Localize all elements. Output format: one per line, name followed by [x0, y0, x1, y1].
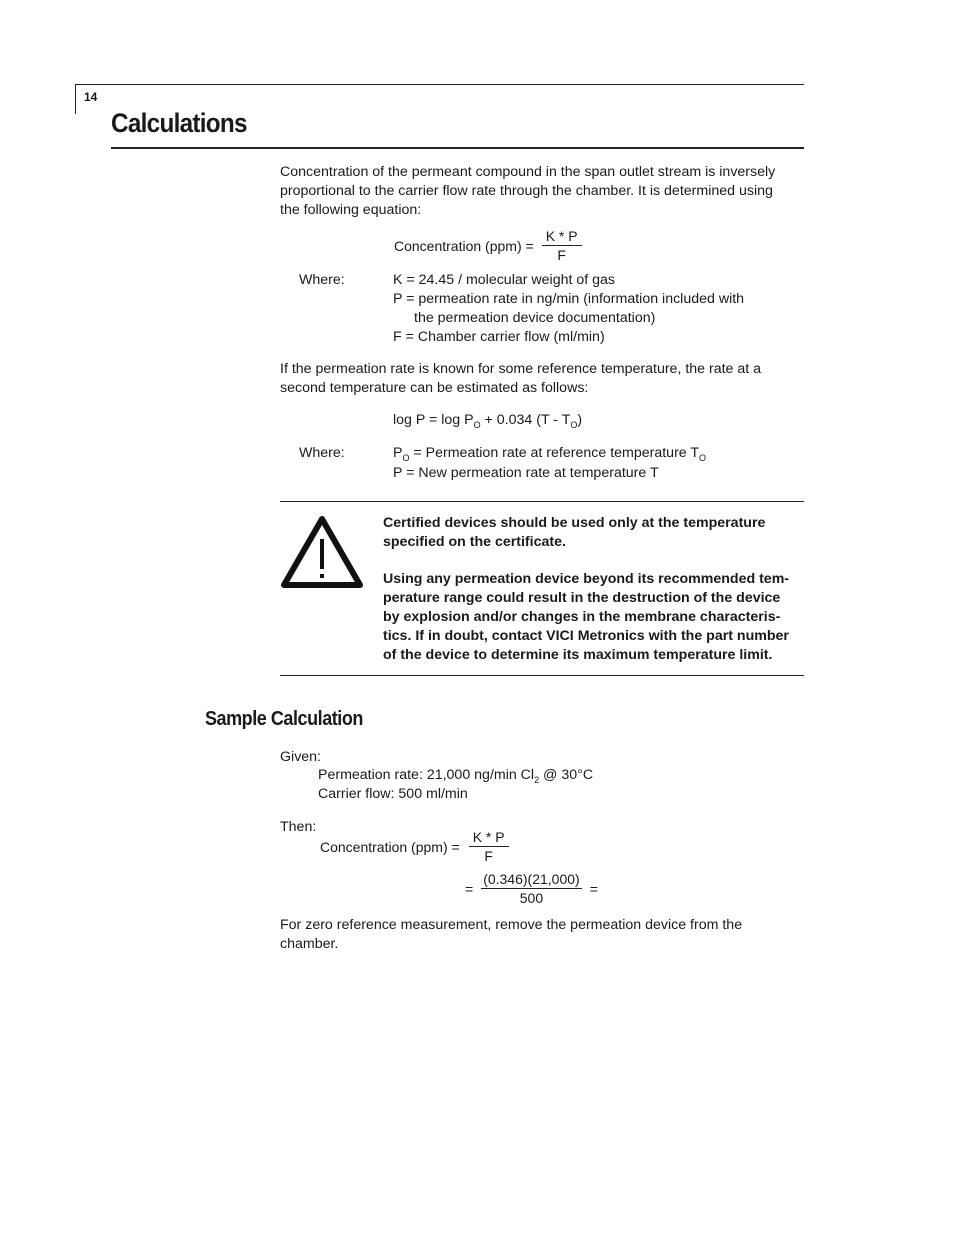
- intro-line: Concentration of the permeant compound in the span outlet stream is inversely: [280, 164, 776, 180]
- definition-p-new: P = New permeation rate at temperature T: [393, 465, 659, 481]
- po-text: = Permeation rate at reference temperature T: [409, 445, 700, 461]
- subscript: O: [402, 453, 410, 463]
- definition-p: P = permeation rate in ng/min (information included with: [393, 291, 745, 307]
- definition-f: F = Chamber carrier flow (ml/min): [393, 329, 605, 345]
- zero-line: chamber.: [280, 936, 339, 952]
- warning-line: Using any permeation device beyond its recommended tem-: [383, 571, 790, 587]
- zero-reference-paragraph: [280, 916, 810, 954]
- fraction-numerator: (0.346)(21,000): [483, 871, 580, 887]
- fraction-denominator: 500: [519, 890, 544, 906]
- fraction-denominator: F: [557, 247, 566, 263]
- warning-line: Certified devices should be used only at the temperature: [383, 515, 766, 531]
- subscript: 2: [534, 775, 540, 785]
- where-label: Where:: [299, 272, 345, 288]
- section-heading: Sample Calculation: [205, 708, 363, 730]
- warning-line: of the device to determine its maximum temperature limit.: [383, 647, 773, 663]
- where-label: Where:: [299, 445, 345, 461]
- temp-line: If the permeation rate is known for some reference temperature, the rate at a: [280, 361, 762, 377]
- log-eq-part: + 0.034 (T - T: [480, 412, 571, 428]
- log-eq-part: ): [577, 412, 583, 428]
- warning-line: tics. If in doubt, contact VICI Metronics with the part number: [383, 628, 789, 644]
- subscript: O: [570, 420, 578, 430]
- intro-paragraph: [280, 163, 810, 220]
- given-rate: [318, 766, 593, 786]
- fraction-denominator: F: [484, 848, 493, 864]
- log-equation: [393, 411, 582, 431]
- log-eq-part: log P = log P: [393, 412, 474, 428]
- rate-text: Permeation rate: 21,000 ng/min Cl: [318, 767, 535, 783]
- equals-sign: =: [465, 880, 474, 897]
- page-number: 14: [84, 90, 98, 104]
- equals-sign: =: [589, 880, 598, 897]
- warning-line: specified on the certificate.: [383, 534, 566, 550]
- warning-bottom-rule: [280, 675, 804, 676]
- given-label: Given:: [280, 749, 322, 765]
- concentration-equation: [394, 228, 582, 263]
- given-flow: Carrier flow: 500 ml/min: [318, 786, 468, 802]
- subscript: O: [699, 453, 707, 463]
- fraction-numerator: K * P: [542, 228, 582, 246]
- where-definitions: [393, 271, 813, 347]
- equation-fraction: [469, 829, 509, 864]
- warning-text: [383, 514, 813, 665]
- temperature-paragraph: [280, 360, 810, 398]
- warning-line: by explosion and/or changes in the membrane characteris-: [383, 609, 781, 625]
- equation-fraction: [542, 228, 582, 263]
- warning-icon: [280, 515, 364, 594]
- definition-k: K = 24.45 / molecular weight of gas: [393, 272, 616, 288]
- subscript: O: [473, 420, 481, 430]
- temp-line: second temperature can be estimated as follows:: [280, 380, 589, 396]
- intro-line: proportional to the carrier flow rate through the chamber. It is determined using: [280, 183, 773, 199]
- rate-text: @ 30°C: [539, 767, 594, 783]
- equation-fraction: [481, 871, 582, 906]
- header-corner-rule: [75, 84, 76, 114]
- page-title: Calculations: [111, 108, 247, 138]
- definition-po: [393, 444, 813, 464]
- sample-equation: [320, 829, 509, 864]
- intro-line: the following equation:: [280, 202, 422, 218]
- po-text: P: [393, 445, 403, 461]
- header-top-rule: [75, 84, 804, 85]
- sample-equation-substituted: [465, 871, 598, 906]
- where-definitions: [393, 444, 813, 483]
- equation-label: Concentration (ppm) =: [320, 838, 460, 855]
- fraction-numerator: K * P: [469, 829, 509, 847]
- definition-p-continued: the permeation device documentation): [414, 310, 656, 326]
- then-label: Then:: [280, 819, 317, 835]
- warning-line: perature range could result in the destruction of the device: [383, 590, 781, 606]
- zero-line: For zero reference measurement, remove the permeation device from the: [280, 917, 743, 933]
- warning-top-rule: [280, 501, 804, 502]
- title-rule: [111, 147, 804, 149]
- equation-label: Concentration (ppm) =: [394, 237, 534, 254]
